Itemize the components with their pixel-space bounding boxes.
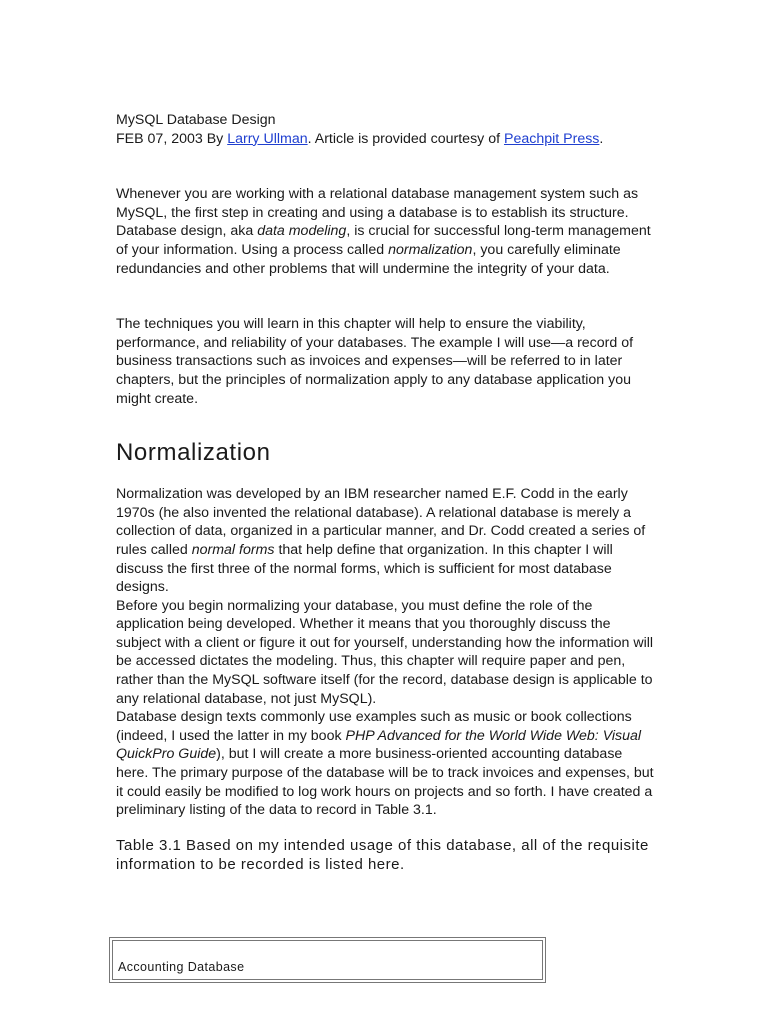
normalization-paragraph-1 xyxy=(116,485,656,597)
intro-paragraph-1 xyxy=(116,185,656,278)
normalization-paragraph-2: Before you begin normalizing your database, you must define the role of the application being developed. Whether it means that you thoroughly discuss the subject with a client or figure it out for yourself, understanding how the information will be accessed dictates the modeling. Thus, this chapter will require paper and pen, rather than the MySQL software itself (for the record, database design is applicable to any relational database, not just MySQL). xyxy=(116,597,654,707)
norm-3-emphasis-book-title: PHP Advanced for the World Wide Web: Visual QuickPro Guide xyxy=(116,727,642,763)
accounting-table xyxy=(109,937,546,983)
norm-1-part-1: Normalization was developed by an IBM researcher named E.F. Codd in the early 1970s (he also invented the relational database). A relational database is merely a collection of data, organized in a particular manner, and Dr. Codd created a series of rules called xyxy=(116,486,646,558)
table-caption: Table 3.1 Based on my intended usage of this database, all of the requisite information to be recorded is listed here. xyxy=(116,836,649,874)
normalization-paragraph-3 xyxy=(116,708,656,820)
byline-courtesy: . Article is provided courtesy of xyxy=(307,130,504,147)
intro-1-emphasis-normalization: normalization xyxy=(388,241,473,258)
article-content xyxy=(116,111,656,875)
norm-1-emphasis-normal-forms: normal forms xyxy=(191,541,275,558)
author-link[interactable]: Larry Ullman xyxy=(227,130,308,147)
intro-1-part-3: , you carefully eliminate redundancies and other problems that will undermine the integrity of your data. xyxy=(116,241,621,277)
byline-period: . xyxy=(599,130,604,147)
accounting-table-cell xyxy=(112,940,543,980)
norm-1-part-2: that help define that organization. In this chapter I will discuss the first three of the normal forms, which is sufficient for most database designs. xyxy=(116,541,613,596)
article-title: MySQL Database Design xyxy=(116,112,276,128)
norm-3-part-1: Database design texts commonly use examples such as music or book collections (indeed, I used the latter in my book xyxy=(116,709,632,744)
table-header-label: Accounting Database xyxy=(118,960,245,974)
byline-date: FEB 07, 2003 By xyxy=(116,130,228,147)
article-byline xyxy=(116,130,656,149)
norm-3-part-2: ), but I will create a more business-oriented accounting database here. The primary purpose of the database will be to track invoices and expenses, but it could easily be modified to log work hours on projects and so forth. I have created a preliminary listing of the data to record in Table 3.1. xyxy=(116,746,654,819)
intro-paragraph-2: The techniques you will learn in this chapter will help to ensure the viability, performance, and reliability of your databases. The example I will use—a record of business transactions such as invoices and expenses—will be referred to in later chapters, but the principles of normalization apply to any database application you might create. xyxy=(116,316,634,407)
publisher-link[interactable]: Peachpit Press xyxy=(503,130,600,147)
intro-1-emphasis-data-modeling: data modeling xyxy=(257,223,347,240)
intro-1-part-1: Whenever you are working with a relational database management system such as MySQL, the first step in creating and using a database is to establish its structure. Database design, aka xyxy=(116,186,639,240)
intro-1-part-2: , is crucial for successful long-term management of your information. Using a process called xyxy=(116,223,651,258)
section-heading-normalization: Normalization xyxy=(116,439,271,467)
